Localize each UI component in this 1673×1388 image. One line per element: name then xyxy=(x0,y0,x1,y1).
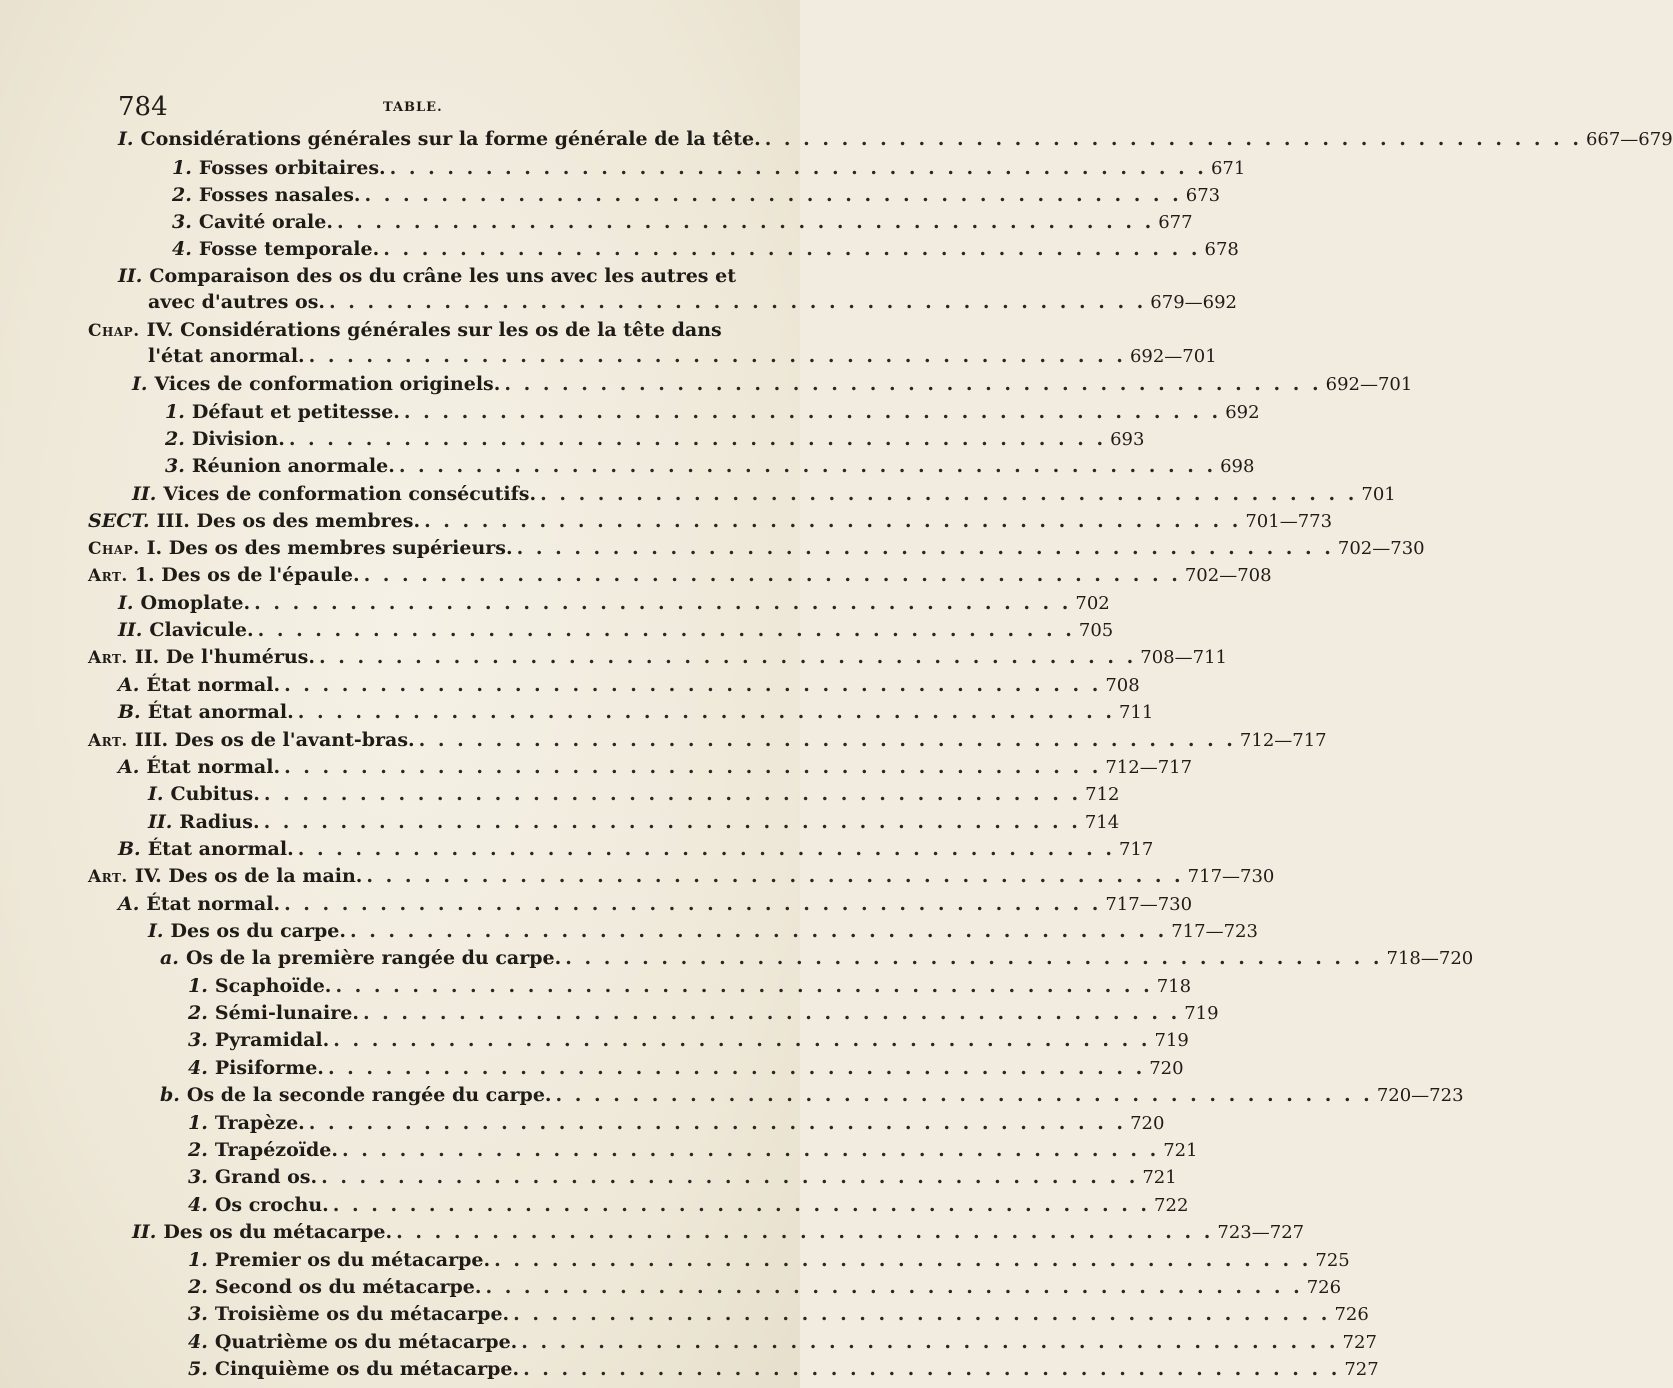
toc-entry-text: l'état anormal. xyxy=(148,345,305,367)
toc-page-reference: 717—723 xyxy=(1171,921,1258,942)
dot-leader: . . . . . . . . . . . . . . . . . . . . . . . . . . . . . . . . . . . . . . . . . . . xyxy=(485,1276,1303,1298)
toc-entry xyxy=(118,265,736,292)
toc-entry-marker: SECT. xyxy=(88,510,150,532)
dot-leader: . . . . . . . . . . . . . . . . . . . . . . . . . . . . . . . . . . . . . . . . . . . xyxy=(308,1112,1127,1134)
dot-leader: . . . . . . . . . . . . . . . . . . . . . . . . . . . . . . . . . . . . . . . . . . . xyxy=(335,975,1153,997)
dot-leader: . . . . . . . . . . . . . . . . . . . . . . . . . . . . . . . . . . . . . . . . . . . xyxy=(332,1194,1151,1216)
dot-leader: . . . . . . . . . . . . . . . . . . . . . . . . . . . . . . . . . . . . . . . . . . . xyxy=(362,1002,1181,1024)
toc-entry-marker: I. xyxy=(148,920,164,942)
toc-page-reference: 698 xyxy=(1220,456,1255,477)
page-header xyxy=(0,92,800,126)
toc-entry xyxy=(118,674,1140,701)
toc-entry-label xyxy=(118,756,280,778)
toc-page-reference: 717 xyxy=(1118,839,1154,860)
dot-leader: . . . . . . . . . . . . . . . . . . . . . . . . . . . . . . . . . . . . . . . . . . . xyxy=(383,238,1201,260)
toc-entry-label xyxy=(88,564,360,586)
toc-entry-marker: II. xyxy=(148,811,173,833)
toc-entry-marker: 4. xyxy=(188,1194,208,1216)
toc-entry-text: Réunion anormale. xyxy=(191,455,395,477)
dot-leader: . . . . . . . . . . . . . . . . . . . . . . . . . . . . . . . . . . . . . . . . . . . xyxy=(396,1221,1214,1243)
toc-entry xyxy=(160,1084,1464,1111)
dot-leader: . . . . . . . . . . . . . . . . . . . . . . . . . . . . . . . . . . . . . . . . . . . xyxy=(257,619,1075,641)
toc-entry-marker: Chap. xyxy=(88,321,140,341)
dot-leader: . . . . . . . . . . . . . . . . . . . . . . . . . . . . . . . . . . . . . . . . . . . xyxy=(504,373,1322,395)
toc-entry-label xyxy=(188,1249,490,1271)
toc-entry-marker: Art. xyxy=(88,867,128,887)
toc-page-reference: 678 xyxy=(1204,239,1239,260)
toc-entry-text: Quatrième os du métacarpe. xyxy=(214,1331,518,1353)
toc-entry-marker: 1. xyxy=(188,1249,208,1271)
toc-entry-label xyxy=(132,483,536,505)
toc-entry xyxy=(172,211,1193,238)
toc-entry-label xyxy=(88,646,315,668)
toc-entry-text: Cinquième os du métacarpe. xyxy=(214,1358,520,1380)
toc-entry-text: Division. xyxy=(191,428,285,450)
toc-entry-label xyxy=(172,238,379,260)
toc-entry xyxy=(188,1057,1184,1084)
toc-entry-marker: 1. xyxy=(172,157,192,179)
toc-entry-marker: 1. xyxy=(188,975,208,997)
toc-entry-label xyxy=(118,838,294,860)
toc-entry-text: État normal. xyxy=(146,756,281,778)
toc-entry-label xyxy=(188,1166,317,1188)
dot-leader: . . . . . . . . . . . . . . . . . . . . . . . . . . . . . . . . . . . . . . . . . . . xyxy=(349,920,1168,942)
toc-page-reference: 708—711 xyxy=(1140,647,1227,668)
dot-leader: . . . . . . . . . . . . . . . . . . . . . . . . . . . . . . . . . . . . . . . . . . . xyxy=(254,592,1072,614)
page-number: 784 xyxy=(118,92,168,122)
dot-leader: . . . . . . . . . . . . . . . . . . . . . . . . . . . . . . . . . . . . . . . . . . . xyxy=(494,1249,1312,1271)
dot-leader: . . . . . . . . . . . . . . . . . . . . . . . . . . . . . . . . . . . . . . . . . . . xyxy=(284,893,1102,915)
toc-page-reference: 719 xyxy=(1184,1003,1219,1024)
toc-entry-label xyxy=(188,1303,509,1325)
toc-page-reference: 701—773 xyxy=(1245,511,1333,532)
toc-entry xyxy=(118,619,1114,646)
toc-entry-text: avec d'autres os. xyxy=(148,291,326,313)
toc-page-reference: 677 xyxy=(1158,212,1193,233)
toc-entry-marker: B. xyxy=(118,838,141,860)
toc-entry xyxy=(172,238,1239,265)
toc-entry-text: Fosses nasales. xyxy=(198,184,361,206)
toc-page-reference: 702—708 xyxy=(1184,565,1272,586)
toc-entry-text: Os de la première rangée du carpe. xyxy=(185,947,562,969)
dot-leader: . . . . . . . . . . . . . . . . . . . . . . . . . . . . . . . . . . . . . . . . . . . xyxy=(321,1166,1139,1188)
toc-entry-marker: 3. xyxy=(172,211,192,233)
toc-entry xyxy=(88,865,1275,892)
toc-entry-text: Vices de conformation originels. xyxy=(154,373,501,395)
toc-entry-text: Des os du métacarpe. xyxy=(163,1221,393,1243)
toc-entry-marker: 4. xyxy=(172,238,192,260)
toc-page-reference: 712—717 xyxy=(1105,757,1193,778)
toc-entry-text: Cavité orale. xyxy=(198,211,333,233)
toc-page-reference: 714 xyxy=(1084,812,1120,833)
toc-entry-label xyxy=(148,920,346,942)
toc-entry-label xyxy=(188,975,331,997)
toc-entry-label xyxy=(172,184,361,206)
toc-entry xyxy=(88,510,1333,537)
toc-page-reference: 727 xyxy=(1342,1332,1377,1353)
toc-entry-label xyxy=(88,865,362,887)
toc-entry-text: Pisiforme. xyxy=(214,1057,324,1079)
toc-entry-marker: II. xyxy=(132,1221,157,1243)
toc-page-reference: 725 xyxy=(1315,1250,1350,1271)
toc-entry-text: III. Des os de l'avant-bras. xyxy=(134,729,415,751)
toc-page-reference: 671 xyxy=(1210,158,1246,179)
toc-entry-text: Os crochu. xyxy=(214,1194,329,1216)
toc-page-reference: 692—701 xyxy=(1129,346,1217,367)
dot-leader: . . . . . . . . . . . . . . . . . . . . . . . . . . . . . . . . . . . . . . . . . . . xyxy=(523,1358,1341,1380)
toc-page-reference: 721 xyxy=(1163,1140,1198,1161)
toc-entry xyxy=(188,1002,1219,1029)
toc-entry-text: III. Des os des membres. xyxy=(156,510,421,532)
toc-entry-text: Clavicule. xyxy=(149,619,254,641)
dot-leader: . . . . . . . . . . . . . . . . . . . . . . . . . . . . . . . . . . . . . . . . . . . xyxy=(540,483,1358,505)
toc-entry-label xyxy=(118,701,294,723)
toc-entry-text: IV. Des os de la main. xyxy=(134,865,363,887)
toc-page-reference: 667—679 xyxy=(1585,129,1673,150)
toc-entry-marker: A. xyxy=(118,756,140,778)
toc-page-reference: 708 xyxy=(1105,675,1140,696)
toc-entry-label xyxy=(148,783,260,805)
toc-entry-label xyxy=(88,510,420,532)
toc-entry-label xyxy=(188,1358,519,1380)
dot-leader: . . . . . . . . . . . . . . . . . . . . . . . . . . . . . . . . . . . . . . . . . . . xyxy=(319,646,1137,668)
toc-page-reference: 723—727 xyxy=(1217,1222,1305,1243)
toc-entry-text: Omoplate. xyxy=(140,592,251,614)
toc-page-reference: 718 xyxy=(1156,976,1192,997)
toc-entry xyxy=(132,373,1413,400)
toc-page-reference: 720—723 xyxy=(1376,1085,1464,1106)
toc-entry-marker: 3. xyxy=(188,1303,208,1325)
toc-entry-marker: b. xyxy=(160,1084,180,1106)
dot-leader: . . . . . . . . . . . . . . . . . . . . . . . . . . . . . . . . . . . . . . . . . . . xyxy=(565,947,1383,969)
toc-entry xyxy=(88,729,1327,756)
toc-entry-text: Cubitus. xyxy=(170,783,260,805)
toc-entry-label xyxy=(188,1112,305,1134)
dot-leader: . . . . . . . . . . . . . . . . . . . . . . . . . . . . . . . . . . . . . . . . . . . xyxy=(403,401,1222,423)
dot-leader: . . . . . . . . . . . . . . . . . . . . . . . . . . . . . . . . . . . . . . . . . . . xyxy=(363,564,1181,586)
toc-page-reference: 702—730 xyxy=(1337,538,1425,559)
toc-entry-text: Grand os. xyxy=(214,1166,318,1188)
toc-entry-label xyxy=(148,811,260,833)
toc-entry-text: Fosse temporale. xyxy=(198,238,380,260)
toc-entry-label xyxy=(88,729,415,751)
toc-entry-marker: 2. xyxy=(165,428,185,450)
toc-entry xyxy=(148,783,1120,810)
toc-entry-marker: I. xyxy=(118,128,134,150)
toc-entry-marker: 2. xyxy=(172,184,192,206)
toc-entry-marker: B. xyxy=(118,701,141,723)
toc-entry-marker: A. xyxy=(118,674,140,696)
toc-entry-label xyxy=(118,592,250,614)
toc-entry-label xyxy=(118,674,280,696)
toc-entry-label xyxy=(188,1029,329,1051)
toc-page-reference: 702 xyxy=(1075,593,1110,614)
toc-entry xyxy=(118,701,1154,728)
toc-entry-text: Trapèze. xyxy=(214,1112,305,1134)
dot-leader: . . . . . . . . . . . . . . . . . . . . . . . . . . . . . . . . . . . . . . . . . . . xyxy=(555,1084,1373,1106)
toc-entry-marker: 2. xyxy=(188,1139,208,1161)
toc-entry xyxy=(148,291,1238,318)
dot-leader: . . . . . . . . . . . . . . . . . . . . . . . . . . . . . . . . . . . . . . . . . . . xyxy=(364,184,1182,206)
toc-page-reference: 727 xyxy=(1344,1359,1379,1380)
dot-leader: . . . . . . . . . . . . . . . . . . . . . . . . . . . . . . . . . . . . . . . . . . . xyxy=(398,455,1217,477)
dot-leader: . . . . . . . . . . . . . . . . . . . . . . . . . . . . . . . . . . . . . . . . . . . xyxy=(336,211,1155,233)
toc-entry-marker: 3. xyxy=(188,1166,208,1188)
toc-page-reference: 712 xyxy=(1085,784,1120,805)
toc-entry-marker: I. xyxy=(118,592,134,614)
toc-entry-label xyxy=(165,428,285,450)
dot-leader: . . . . . . . . . . . . . . . . . . . . . . . . . . . . . . . . . . . . . . . . . . . xyxy=(288,428,1107,450)
toc-entry xyxy=(148,920,1258,947)
toc-entry-marker: 4. xyxy=(188,1057,208,1079)
dot-leader: . . . . . . . . . . . . . . . . . . . . . . . . . . . . . . . . . . . . . . . . . . . xyxy=(329,291,1147,313)
dot-leader: . . . . . . . . . . . . . . . . . . . . . . . . . . . . . . . . . . . . . . . . . . . xyxy=(366,865,1184,887)
toc-entry-label xyxy=(165,401,400,423)
toc-entry-label xyxy=(165,455,395,477)
toc-entry-label xyxy=(188,1139,338,1161)
dot-leader: . . . . . . . . . . . . . . . . . . . . . . . . . . . . . . . . . . . . . . . . . . . xyxy=(389,157,1207,179)
toc-page-reference: 701 xyxy=(1361,484,1396,505)
toc-entry-marker: Art. xyxy=(88,648,128,668)
toc-entry-text: Des os du carpe. xyxy=(170,920,346,942)
toc-page-reference: 719 xyxy=(1154,1030,1189,1051)
toc-entry-text: IV. Considérations générales sur les os de la tête dans xyxy=(146,319,722,341)
toc-entry-text: II. De l'humérus. xyxy=(134,646,315,668)
toc-entry-text: État normal. xyxy=(146,893,281,915)
toc-entry xyxy=(172,157,1246,184)
toc-entry-label xyxy=(148,291,325,313)
toc-entry xyxy=(165,401,1260,428)
toc-entry-marker: 2. xyxy=(188,1276,208,1298)
toc-entry-text: Os de la seconde rangée du carpe. xyxy=(186,1084,552,1106)
toc-entry-label xyxy=(88,319,730,341)
toc-entry-label xyxy=(148,345,305,367)
toc-entry xyxy=(88,537,1425,564)
toc-page-reference: 718—720 xyxy=(1386,948,1474,969)
toc-page-reference: 673 xyxy=(1185,185,1221,206)
toc-entry xyxy=(188,1139,1198,1166)
toc-entry xyxy=(118,128,1673,155)
dot-leader: . . . . . . . . . . . . . . . . . . . . . . . . . . . . . . . . . . . . . . . . . . . xyxy=(521,1331,1339,1353)
toc-page-reference: 692—701 xyxy=(1325,374,1413,395)
dot-leader: . . . . . . . . . . . . . . . . . . . . . . . . . . . . . . . . . . . . . . . . . . . xyxy=(327,1057,1146,1079)
toc-page-reference: 726 xyxy=(1334,1304,1369,1325)
toc-page-reference: 712—717 xyxy=(1239,730,1327,751)
toc-entry-text: Trapézoïde. xyxy=(214,1139,338,1161)
toc-entry-marker: I. xyxy=(132,373,148,395)
toc-entry-marker: 5. xyxy=(188,1358,208,1380)
toc-entry-text: Premier os du métacarpe. xyxy=(214,1249,491,1271)
toc-entry-label xyxy=(172,157,386,179)
toc-entry xyxy=(165,428,1145,455)
toc-entry-label xyxy=(188,1331,517,1353)
toc-entry-text: État anormal. xyxy=(147,701,294,723)
toc-page-reference: 705 xyxy=(1078,620,1114,641)
toc-entry xyxy=(132,483,1396,510)
toc-entry xyxy=(88,319,730,346)
toc-entry-text: Second os du métacarpe. xyxy=(214,1276,482,1298)
toc-entry xyxy=(172,184,1221,211)
toc-entry-text: État normal. xyxy=(146,674,281,696)
dot-leader: . . . . . . . . . . . . . . . . . . . . . . . . . . . . . . . . . . . . . . . . . . . xyxy=(516,537,1334,559)
dot-leader: . . . . . . . . . . . . . . . . . . . . . . . . . . . . . . . . . . . . . . . . . . . xyxy=(333,1029,1151,1051)
toc-page-reference: 692 xyxy=(1225,402,1260,423)
toc-entry-text: 1. Des os de l'épaule. xyxy=(134,564,360,586)
toc-entry-label xyxy=(118,265,736,287)
toc-entry xyxy=(88,646,1227,673)
toc-page-reference: 721 xyxy=(1142,1167,1177,1188)
dot-leader: . . . . . . . . . . . . . . . . . . . . . . . . . . . . . . . . . . . . . . . . . . . xyxy=(308,345,1126,367)
toc-entry-marker: a. xyxy=(160,947,179,969)
toc-entry xyxy=(160,947,1474,974)
toc-entry-marker: 3. xyxy=(165,455,185,477)
toc-entry-label xyxy=(132,373,500,395)
dot-leader: . . . . . . . . . . . . . . . . . . . . . . . . . . . . . . . . . . . . . . . . . . . xyxy=(297,838,1115,860)
dot-leader: . . . . . . . . . . . . . . . . . . . . . . . . . . . . . . . . . . . . . . . . . . . xyxy=(263,811,1081,833)
toc-page-reference: 720 xyxy=(1149,1058,1184,1079)
toc-entry-text: Troisième os du métacarpe. xyxy=(214,1303,510,1325)
toc-page-reference: 722 xyxy=(1154,1195,1189,1216)
toc-entry xyxy=(188,1194,1189,1221)
toc-entry-text: Vices de conformation consécutifs. xyxy=(163,483,537,505)
toc-entry-marker: Chap. xyxy=(88,539,140,559)
toc-entry-text: Défaut et petitesse. xyxy=(191,401,400,423)
toc-entry-label xyxy=(188,1057,324,1079)
toc-entry xyxy=(118,756,1193,783)
toc-entry-marker: 1. xyxy=(165,401,185,423)
toc-entry-text: Radius. xyxy=(179,811,260,833)
dot-leader: . . . . . . . . . . . . . . . . . . . . . . . . . . . . . . . . . . . . . . . . . . . xyxy=(284,756,1102,778)
toc-entry xyxy=(188,1276,1342,1303)
running-title: TABLE. xyxy=(383,100,443,115)
toc-page-reference: 720 xyxy=(1130,1113,1165,1134)
toc-entry-label xyxy=(118,128,761,150)
toc-page-reference: 693 xyxy=(1110,429,1145,450)
toc-entry-marker: II. xyxy=(118,619,143,641)
toc-entry xyxy=(188,1249,1350,1276)
toc-entry-label xyxy=(188,1276,481,1298)
toc-page-reference: 679—692 xyxy=(1150,292,1238,313)
dot-leader: . . . . . . . . . . . . . . . . . . . . . . . . . . . . . . . . . . . . . . . . . . . xyxy=(764,128,1582,150)
toc-entry-label xyxy=(188,1002,359,1024)
toc-entry-marker: 1. xyxy=(188,1112,208,1134)
toc-entry-marker: I. xyxy=(148,783,164,805)
toc-entry-marker: Art. xyxy=(88,566,128,586)
dot-leader: . . . . . . . . . . . . . . . . . . . . . . . . . . . . . . . . . . . . . . . . . . . xyxy=(263,783,1082,805)
toc-entry-text: I. Des os des membres supérieurs. xyxy=(146,537,513,559)
toc-entry xyxy=(188,1029,1189,1056)
toc-entry-text: Sémi-lunaire. xyxy=(214,1002,359,1024)
toc-entry-label xyxy=(118,619,254,641)
toc-page-reference: 717—730 xyxy=(1105,894,1193,915)
toc-entry xyxy=(88,564,1272,591)
toc-entry-label xyxy=(132,1221,392,1243)
toc-entry-text: Comparaison des os du crâne les uns avec les autres et xyxy=(149,265,736,287)
toc-entry xyxy=(188,1331,1377,1358)
toc-entry-text: Scaphoïde. xyxy=(214,975,332,997)
dot-leader: . . . . . . . . . . . . . . . . . . . . . . . . . . . . . . . . . . . . . . . . . . . xyxy=(513,1303,1331,1325)
toc-entry-marker: 4. xyxy=(188,1331,208,1353)
toc-entry xyxy=(148,345,1217,372)
dot-leader: . . . . . . . . . . . . . . . . . . . . . . . . . . . . . . . . . . . . . . . . . . . xyxy=(284,674,1102,696)
toc-entry xyxy=(118,592,1110,619)
toc-entry-text: Considérations générales sur la forme générale de la tête. xyxy=(140,128,761,150)
toc-entry-label xyxy=(172,211,333,233)
toc-entry-marker: A. xyxy=(118,893,140,915)
dot-leader: . . . . . . . . . . . . . . . . . . . . . . . . . . . . . . . . . . . . . . . . . . . xyxy=(341,1139,1160,1161)
toc-entry-label xyxy=(118,893,280,915)
toc-entry-label xyxy=(160,1084,552,1106)
toc-entry-marker: II. xyxy=(132,483,157,505)
toc-entry xyxy=(188,1303,1369,1330)
toc-entry xyxy=(118,893,1193,920)
dot-leader: . . . . . . . . . . . . . . . . . . . . . . . . . . . . . . . . . . . . . . . . . . . xyxy=(297,701,1115,723)
toc-entry xyxy=(188,1112,1165,1139)
toc-page-reference: 717—730 xyxy=(1187,866,1275,887)
toc-entry xyxy=(188,975,1192,1002)
toc-entry-text: Pyramidal. xyxy=(214,1029,330,1051)
toc-entry-text: État anormal. xyxy=(147,838,294,860)
toc-entry-marker: 3. xyxy=(188,1029,208,1051)
toc-entry-marker: Art. xyxy=(88,731,128,751)
toc-page-reference: 726 xyxy=(1306,1277,1342,1298)
toc-page-reference: 711 xyxy=(1118,702,1154,723)
toc-entry-label xyxy=(188,1194,329,1216)
dot-leader: . . . . . . . . . . . . . . . . . . . . . . . . . . . . . . . . . . . . . . . . . . . xyxy=(418,729,1236,751)
toc-entry xyxy=(188,1166,1177,1193)
toc-entry xyxy=(165,455,1255,482)
toc-entry-label xyxy=(160,947,561,969)
toc-entry xyxy=(148,811,1120,838)
toc-entry xyxy=(118,838,1154,865)
toc-entry-marker: II. xyxy=(118,265,143,287)
toc-entry-label xyxy=(88,537,513,559)
toc-entry xyxy=(132,1221,1305,1248)
toc-entry-text: Fosses orbitaires. xyxy=(198,157,386,179)
toc-entry-marker: 2. xyxy=(188,1002,208,1024)
toc-entry xyxy=(188,1358,1379,1385)
dot-leader: . . . . . . . . . . . . . . . . . . . . . . . . . . . . . . . . . . . . . . . . . . . xyxy=(424,510,1242,532)
